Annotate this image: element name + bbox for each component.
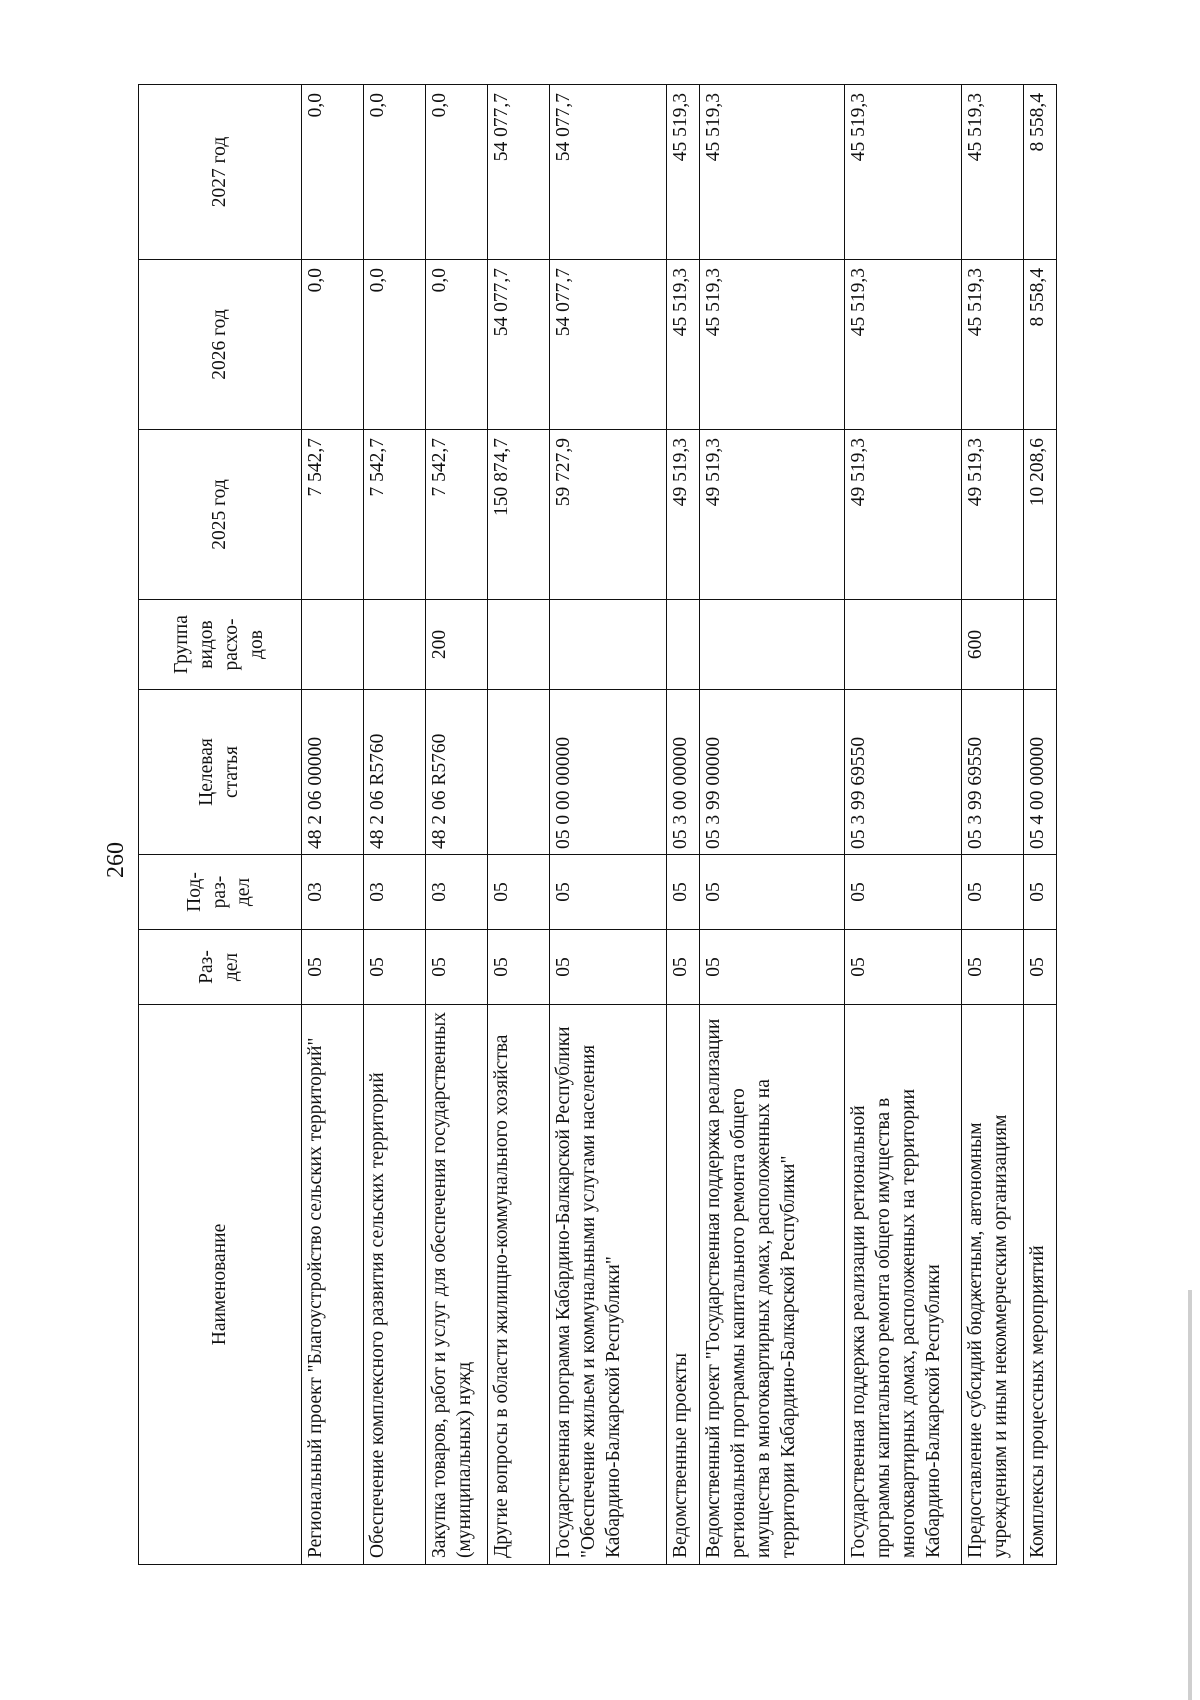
cell-2025: 7 542,7 — [302, 430, 364, 600]
cell-2026: 45 519,3 — [700, 260, 845, 430]
header-gruppa: Группа видов расхо- дов — [139, 600, 302, 690]
cell-razdel: 05 — [426, 930, 488, 1005]
cell-razdel: 05 — [550, 930, 667, 1005]
cell-celevaya: 05 3 00 00000 — [667, 690, 700, 855]
table-row — [1024, 85, 1057, 1565]
cell-gruppa — [845, 600, 962, 690]
cell-2026: 45 519,3 — [962, 260, 1024, 430]
cell-gruppa — [488, 600, 550, 690]
header-podrazdel: Под- раз- дел — [139, 855, 302, 930]
cell-name: Ведомственные проекты — [667, 1005, 700, 1565]
cell-2026: 8 558,4 — [1024, 260, 1057, 430]
cell-podrazdel: 05 — [700, 855, 845, 930]
table-row — [845, 85, 962, 1565]
cell-celevaya: 48 2 06 R5760 — [364, 690, 426, 855]
cell-name: Закупка товаров, работ и услуг для обеспечения государственных (муниципальных) нужд — [426, 1005, 488, 1565]
cell-2027: 45 519,3 — [962, 85, 1024, 260]
cell-podrazdel: 03 — [426, 855, 488, 930]
table-row — [364, 85, 426, 1565]
header-2027: 2027 год — [139, 85, 302, 260]
table-row — [550, 85, 667, 1565]
table-row — [700, 85, 845, 1565]
cell-razdel: 05 — [1024, 930, 1057, 1005]
cell-2025: 49 519,3 — [962, 430, 1024, 600]
cell-gruppa — [550, 600, 667, 690]
cell-celevaya: 05 3 99 69550 — [962, 690, 1024, 855]
page-number: 260 — [103, 842, 129, 878]
header-name: Наименование — [139, 1005, 302, 1565]
cell-2026: 0,0 — [302, 260, 364, 430]
cell-2026: 45 519,3 — [667, 260, 700, 430]
cell-name: Региональный проект "Благоустройство сельских территорий" — [302, 1005, 364, 1565]
table-row — [302, 85, 364, 1565]
cell-podrazdel: 05 — [488, 855, 550, 930]
cell-2027: 45 519,3 — [845, 85, 962, 260]
cell-gruppa — [1024, 600, 1057, 690]
cell-podrazdel: 05 — [845, 855, 962, 930]
cell-2026: 54 077,7 — [488, 260, 550, 430]
cell-podrazdel: 05 — [667, 855, 700, 930]
cell-2026: 54 077,7 — [550, 260, 667, 430]
cell-podrazdel: 03 — [302, 855, 364, 930]
header-row — [139, 85, 302, 1565]
scan-edge-bar — [1188, 1290, 1192, 1700]
cell-2027: 54 077,7 — [550, 85, 667, 260]
cell-celevaya — [488, 690, 550, 855]
header-razdel: Раз- дел — [139, 930, 302, 1005]
cell-name: Комплексы процессных мероприятий — [1024, 1005, 1057, 1565]
cell-podrazdel: 05 — [962, 855, 1024, 930]
cell-2025: 7 542,7 — [364, 430, 426, 600]
cell-celevaya: 05 3 99 69550 — [845, 690, 962, 855]
cell-podrazdel: 03 — [364, 855, 426, 930]
cell-name: Государственная поддержка реализации региональной программы капитального ремонта общего имущества в многоквартирных домах, расположенных на территории Кабардино-Балкарской Республики — [845, 1005, 962, 1565]
cell-podrazdel: 05 — [550, 855, 667, 930]
cell-celevaya: 05 3 99 00000 — [700, 690, 845, 855]
cell-gruppa: 600 — [962, 600, 1024, 690]
header-celevaya: Целевая статья — [139, 690, 302, 855]
cell-2027: 0,0 — [302, 85, 364, 260]
cell-razdel: 05 — [302, 930, 364, 1005]
cell-2025: 49 519,3 — [667, 430, 700, 600]
table-row — [426, 85, 488, 1565]
cell-razdel: 05 — [700, 930, 845, 1005]
cell-celevaya: 05 4 00 00000 — [1024, 690, 1057, 855]
cell-podrazdel: 05 — [1024, 855, 1057, 930]
cell-gruppa: 200 — [426, 600, 488, 690]
budget-table — [138, 84, 1057, 1565]
cell-2026: 0,0 — [364, 260, 426, 430]
cell-2027: 45 519,3 — [700, 85, 845, 260]
cell-celevaya: 48 2 06 00000 — [302, 690, 364, 855]
cell-gruppa — [667, 600, 700, 690]
cell-razdel: 05 — [962, 930, 1024, 1005]
cell-2027: 0,0 — [426, 85, 488, 260]
cell-2025: 59 727,9 — [550, 430, 667, 600]
cell-2026: 0,0 — [426, 260, 488, 430]
cell-name: Предоставление субсидий бюджетным, автономным учреждениям и иным некоммерческим организациям — [962, 1005, 1024, 1565]
cell-2027: 0,0 — [364, 85, 426, 260]
cell-2025: 7 542,7 — [426, 430, 488, 600]
cell-razdel: 05 — [845, 930, 962, 1005]
cell-gruppa — [700, 600, 845, 690]
cell-razdel: 05 — [364, 930, 426, 1005]
cell-2025: 10 208,6 — [1024, 430, 1057, 600]
cell-razdel: 05 — [667, 930, 700, 1005]
cell-razdel: 05 — [488, 930, 550, 1005]
cell-celevaya: 48 2 06 R5760 — [426, 690, 488, 855]
header-2026: 2026 год — [139, 260, 302, 430]
cell-2025: 150 874,7 — [488, 430, 550, 600]
cell-name: Обеспечение комплексного развития сельских территорий — [364, 1005, 426, 1565]
cell-name: Ведомственный проект "Государственная поддержка реализации региональной программы капитального ремонта общего имущества в многоквартирных домах, расположенных на территории Кабардино-Балкарской Республики" — [700, 1005, 845, 1565]
table-row — [667, 85, 700, 1565]
cell-2025: 49 519,3 — [700, 430, 845, 600]
rotated-table-wrapper — [138, 85, 1048, 1565]
cell-2025: 49 519,3 — [845, 430, 962, 600]
cell-2026: 45 519,3 — [845, 260, 962, 430]
cell-gruppa — [302, 600, 364, 690]
cell-gruppa — [364, 600, 426, 690]
cell-2027: 8 558,4 — [1024, 85, 1057, 260]
cell-2027: 45 519,3 — [667, 85, 700, 260]
table-row — [488, 85, 550, 1565]
cell-celevaya: 05 0 00 00000 — [550, 690, 667, 855]
cell-2027: 54 077,7 — [488, 85, 550, 260]
table-row — [962, 85, 1024, 1565]
cell-name: Государственная программа Кабардино-Балкарской Республики "Обеспечение жильем и коммунальными услугами населения Кабардино-Балкарской Республики" — [550, 1005, 667, 1565]
header-2025: 2025 год — [139, 430, 302, 600]
cell-name: Другие вопросы в области жилищно-коммунального хозяйства — [488, 1005, 550, 1565]
